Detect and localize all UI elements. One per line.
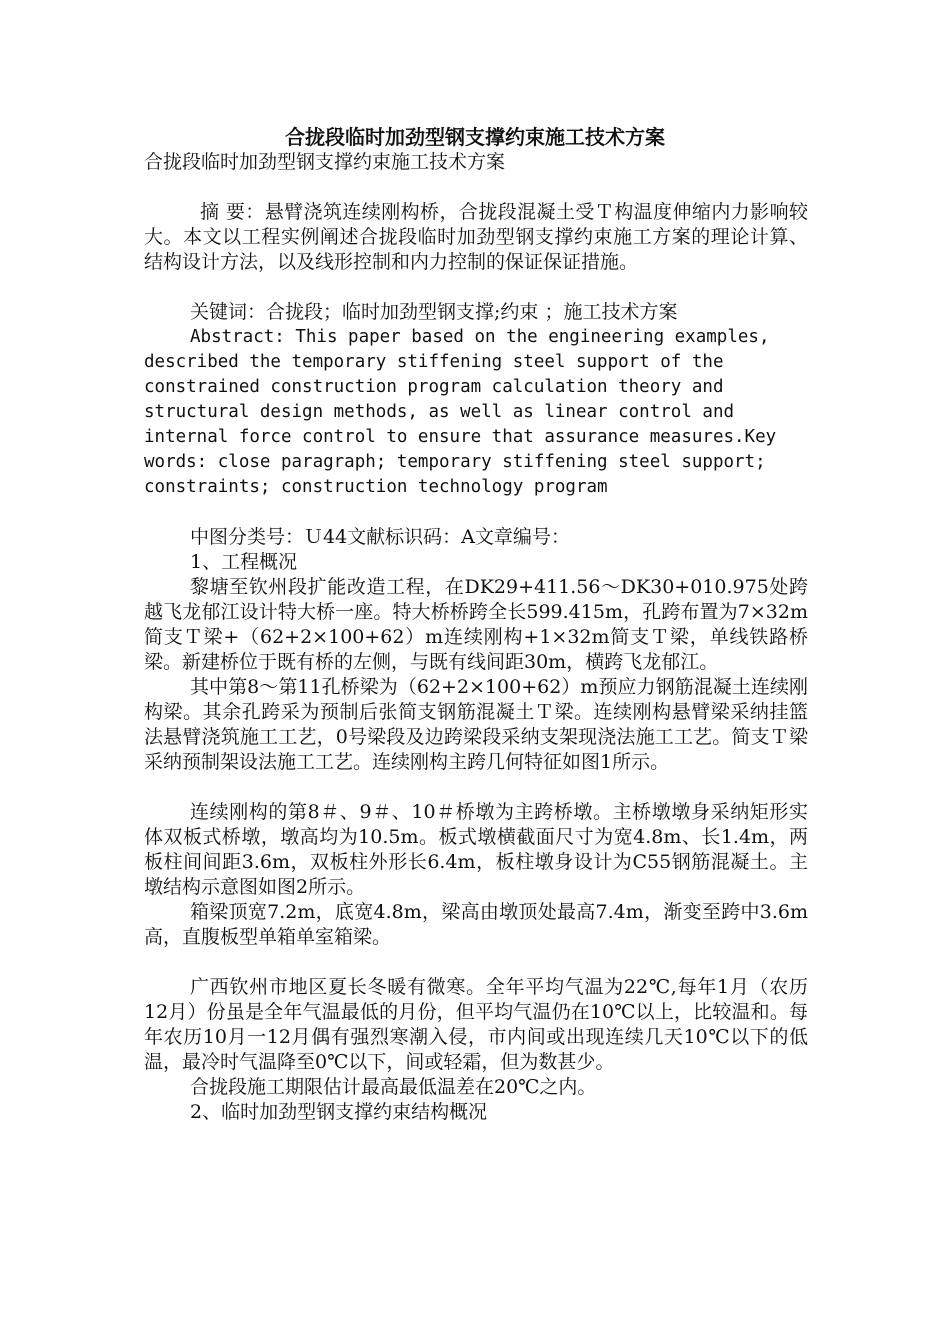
spacer (144, 275, 808, 300)
abstract-en: Abstract: This paper based on the engineering examples, described the temporary stiffening steel support of the constrained construction program calculation theory and structural design methods, as well as linear control and internal force control to ensure that assurance measures.Key words: close paragraph; temporary stiffening steel support; constraints; construction technology program (144, 327, 777, 497)
paragraph-temperature: 合拢段施工期限估计最高最低温差在20℃之内。 (190, 1076, 597, 1098)
abstract-cn: 摘 要：悬臂浇筑连续刚构桥，合拢段混凝土受Ｔ构温度伸缩内力影响较大。本文以工程实例阐述合拢段临时加劲型钢支撑约束施工方案的理论计算、结构设计方法，以及线形控制和内力控制的保证保证措施。 (144, 201, 808, 273)
document-body (144, 150, 808, 1125)
paragraph-overview: 黎塘至钦州段扩能改造工程，在DK29+411.56～DK30+010.975处跨越飞龙郁江设计特大桥一座。特大桥桥跨全长599.415m，孔跨布置为7×32m简支Ｔ梁+（62+2×100+62）m连续刚构+1×32m简支Ｔ梁，单线铁路桥梁。新建桥位于既有桥的左侧，与既有线间距30m，横跨飞龙郁江。 (144, 576, 808, 673)
paragraph-spans: 其中第8～第11孔桥梁为（62+2×100+62）m预应力钢筋混凝土连续刚构梁。其余孔跨采为预制后张简支钢筋混凝土Ｔ梁。连续刚构悬臂梁采纳挂篮法悬臂浇筑施工工艺，0号梁段及边跨梁段采纳支架现浇法施工工艺。简支Ｔ梁采纳预制架设法施工工艺。连续刚构主跨几何特征如图1所示。 (144, 676, 808, 773)
classification-line: 中图分类号：Ｕ44文献标识码：A文章编号： (190, 526, 570, 548)
paragraph-piers: 连续刚构的第8＃、9＃、10＃桥墩为主跨桥墩。主桥墩墩身采纳矩形实体双板式桥墩，墩高均为10.5m。板式墩横截面尺寸为宽4.8m、长1.4m，两板柱间间距3.6m，双板柱外形长6.4m，板柱墩身设计为C55钢筋混凝土。主墩结构示意图如图2所示。 (144, 801, 808, 898)
spacer (144, 175, 808, 200)
section-heading-1: 1、工程概况 (190, 551, 298, 573)
section-heading-2: 2、临时加劲型钢支撑约束结构概况 (190, 1101, 488, 1123)
paragraph-box-girder: 箱梁顶宽7.2m，底宽4.8m，梁高由墩顶处最高7.4m，渐变至跨中3.6m高，直腹板型单箱单室箱梁。 (144, 901, 808, 948)
paragraph-climate: 广西钦州市地区夏长冬暖有微寒。全年平均气温为22℃,每年1月（农历12月）份虽是全年气温最低的月份，但平均气温仍在10℃以上，比较温和。每年农历10月一12月偶有强烈寒潮入侵，市内间或出现连续几天10℃以下的低温，最冷时气温降至0℃以下，间或轻霜，但为数甚少。 (144, 976, 808, 1073)
document-title: 合拢段临时加劲型钢支撑约束施工技术方案 (285, 125, 665, 149)
document-subtitle: 合拢段临时加劲型钢支撑约束施工技术方案 (144, 151, 506, 173)
spacer (144, 500, 808, 525)
spacer (144, 950, 808, 975)
spacer (144, 775, 808, 800)
keywords-cn: 关键词：合拢段；临时加劲型钢支撑;约束 ；施工技术方案 (190, 301, 678, 323)
